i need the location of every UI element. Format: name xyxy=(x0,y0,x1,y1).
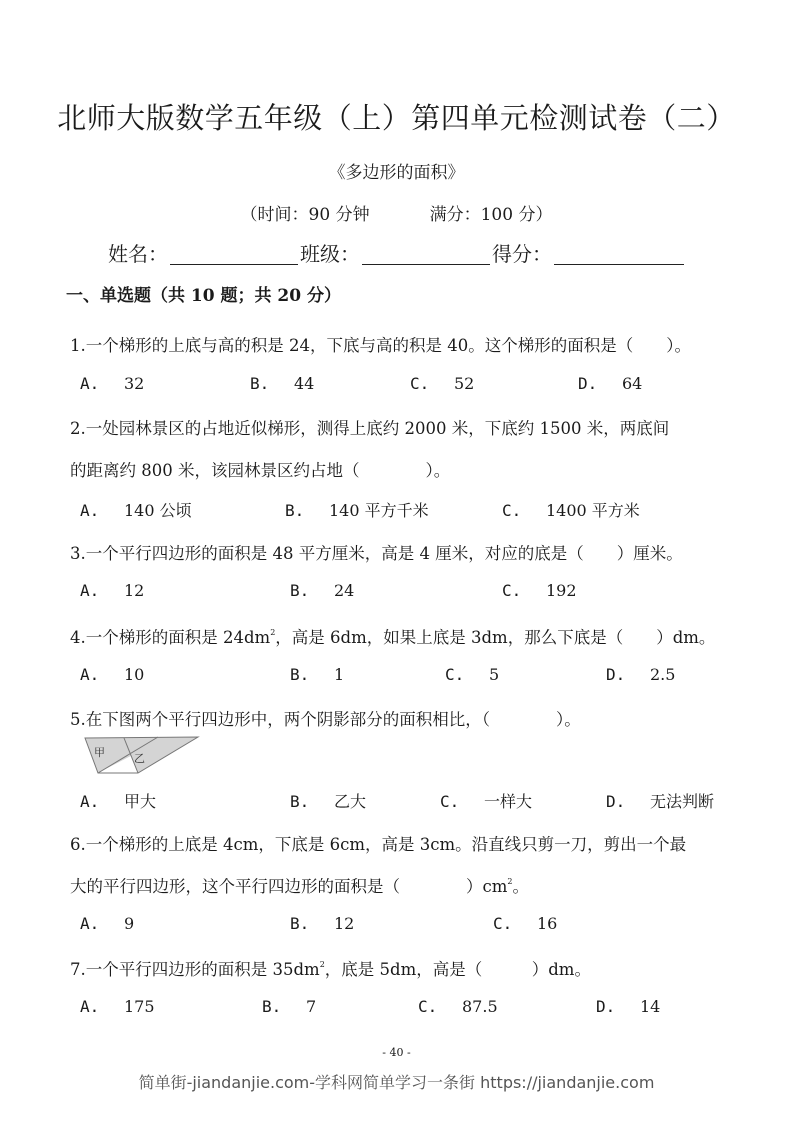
option-value: 140 公顷 xyxy=(124,501,192,520)
question-6-line-2 xyxy=(70,873,529,897)
time-limit: （时间：90 分钟 xyxy=(240,205,370,225)
q2-option-a[interactable] xyxy=(80,498,192,521)
parallelogram-figure xyxy=(72,732,212,782)
option-value: 1 xyxy=(334,665,345,684)
option-value: 52 xyxy=(454,374,475,393)
option-label: B. xyxy=(290,792,310,811)
q5-option-c[interactable] xyxy=(440,789,532,812)
option-label: B. xyxy=(290,665,310,684)
option-value: 无法判断 xyxy=(650,792,715,811)
question-5: 5.在下图两个平行四边形中，两个阴影部分的面积相比，（ ）。 xyxy=(70,710,581,729)
q7-option-b[interactable] xyxy=(262,997,316,1016)
option-value: 87.5 xyxy=(462,997,498,1016)
q6-option-a[interactable] xyxy=(80,914,134,933)
q1-option-c[interactable] xyxy=(410,374,474,393)
q6-text-post: 。 xyxy=(512,877,529,896)
option-label: C. xyxy=(502,501,522,520)
option-label: C. xyxy=(502,581,522,600)
question-7 xyxy=(70,956,591,980)
option-value: 140 平方千米 xyxy=(329,501,429,520)
q1-option-a[interactable] xyxy=(80,374,144,393)
option-label: B. xyxy=(250,374,270,393)
option-value: 甲大 xyxy=(124,792,157,811)
q4-option-d[interactable] xyxy=(606,665,675,684)
option-label: B. xyxy=(290,581,310,600)
parallelogram-diagram xyxy=(72,732,212,778)
question-2-line-1: 2.一处园林景区的占地近似梯形，测得上底约 2000 米，下底约 1500 米，两底间 xyxy=(70,419,670,438)
exam-time-score xyxy=(0,200,793,225)
q7-text-post: ，底是 5dm，高是（ ）dm。 xyxy=(324,960,591,979)
q2-option-c[interactable] xyxy=(502,498,640,521)
option-value: 一样大 xyxy=(484,792,533,811)
option-label: C. xyxy=(410,374,430,393)
class-label: 班级： xyxy=(300,242,360,266)
full-score: 满分：100 分） xyxy=(429,205,553,225)
option-value: 24 xyxy=(334,581,355,600)
option-label: A. xyxy=(80,501,100,520)
q4-option-b[interactable] xyxy=(290,665,344,684)
q4-text-pre: 4.一个梯形的面积是 24dm xyxy=(70,628,271,647)
section-title: 一、单选题（共 10 题；共 20 分） xyxy=(66,286,341,306)
option-label: C. xyxy=(440,792,460,811)
option-label: D. xyxy=(596,997,616,1016)
option-value: 16 xyxy=(537,914,558,933)
q7-superscript: 2 xyxy=(319,960,325,969)
q6-option-b[interactable] xyxy=(290,914,354,933)
name-field[interactable] xyxy=(170,244,298,265)
option-label: C. xyxy=(445,665,465,684)
option-value: 2.5 xyxy=(650,665,676,684)
option-label: D. xyxy=(606,665,626,684)
q4-option-c[interactable] xyxy=(445,665,499,684)
q5-option-d[interactable] xyxy=(606,789,714,812)
option-value: 乙大 xyxy=(334,792,367,811)
option-label: B. xyxy=(262,997,282,1016)
exam-title: 北师大版数学五年级（上）第四单元检测试卷（二） xyxy=(57,101,736,135)
q6-option-c[interactable] xyxy=(493,914,557,933)
q5-option-a[interactable] xyxy=(80,789,156,812)
option-value: 12 xyxy=(124,581,145,600)
q1-option-b[interactable] xyxy=(250,374,314,393)
q6-superscript: 2 xyxy=(507,877,513,886)
option-value: 9 xyxy=(124,914,135,933)
q2-option-b[interactable] xyxy=(285,498,429,521)
q1-option-d[interactable] xyxy=(578,374,642,393)
option-value: 64 xyxy=(622,374,643,393)
option-label: B. xyxy=(285,501,305,520)
name-label: 姓名： xyxy=(108,242,168,266)
q7-option-d[interactable] xyxy=(596,997,660,1016)
footer-watermark: 简单街-jiandanjie.com-学科网简单学习一条街 https://jiandanjie.com xyxy=(138,1073,655,1092)
page-number: - 40 - xyxy=(382,1046,411,1059)
option-value: 7 xyxy=(306,997,317,1016)
question-3: 3.一个平行四边形的面积是 48 平方厘米，高是 4 厘米，对应的底是（ ）厘米。 xyxy=(70,544,683,563)
option-label: A. xyxy=(80,374,100,393)
q7-text-pre: 7.一个平行四边形的面积是 35dm xyxy=(70,960,320,979)
option-label: C. xyxy=(418,997,438,1016)
option-value: 175 xyxy=(124,997,155,1016)
option-label: A. xyxy=(80,792,100,811)
q7-option-a[interactable] xyxy=(80,997,155,1016)
q4-option-a[interactable] xyxy=(80,665,144,684)
option-value: 1400 平方米 xyxy=(546,501,640,520)
option-label: C. xyxy=(493,914,513,933)
option-label: A. xyxy=(80,665,100,684)
score-label: 得分： xyxy=(492,242,552,266)
q3-option-c[interactable] xyxy=(502,581,577,600)
exam-subtitle: 《多边形的面积》 xyxy=(328,163,465,183)
q7-option-c[interactable] xyxy=(418,997,498,1016)
q3-option-a[interactable] xyxy=(80,581,144,600)
option-value: 14 xyxy=(640,997,661,1016)
option-label: B. xyxy=(290,914,310,933)
option-value: 192 xyxy=(546,581,577,600)
option-value: 44 xyxy=(294,374,315,393)
question-4 xyxy=(70,624,715,648)
question-6-line-1: 6.一个梯形的上底是 4cm，下底是 6cm，高是 3cm。沿直线只剪一刀，剪出一个最 xyxy=(70,835,687,854)
q4-text-post: ，高是 6dm，如果上底是 3dm，那么下底是（ ）dm。 xyxy=(275,628,716,647)
option-value: 10 xyxy=(124,665,145,684)
q3-option-b[interactable] xyxy=(290,581,354,600)
student-info-row xyxy=(108,238,686,267)
option-label: A. xyxy=(80,914,100,933)
option-label: D. xyxy=(578,374,598,393)
class-field[interactable] xyxy=(362,244,490,265)
q6-text-pre: 大的平行四边形，这个平行四边形的面积是（ ）cm xyxy=(70,877,508,896)
option-label: A. xyxy=(80,997,100,1016)
question-1: 1.一个梯形的上底与高的积是 24，下底与高的积是 40。这个梯形的面积是（ ）。 xyxy=(70,336,691,355)
q5-option-b[interactable] xyxy=(290,789,366,812)
option-label: A. xyxy=(80,581,100,600)
figure-label-jia: 甲 xyxy=(94,746,105,759)
q4-superscript: 2 xyxy=(270,628,276,637)
option-value: 5 xyxy=(489,665,500,684)
option-label: D. xyxy=(606,792,626,811)
figure-label-yi: 乙 xyxy=(134,752,145,765)
question-2-line-2: 的距离约 800 米，该园林景区约占地（ ）。 xyxy=(70,461,451,480)
option-value: 32 xyxy=(124,374,145,393)
option-value: 12 xyxy=(334,914,355,933)
score-field[interactable] xyxy=(554,244,684,265)
